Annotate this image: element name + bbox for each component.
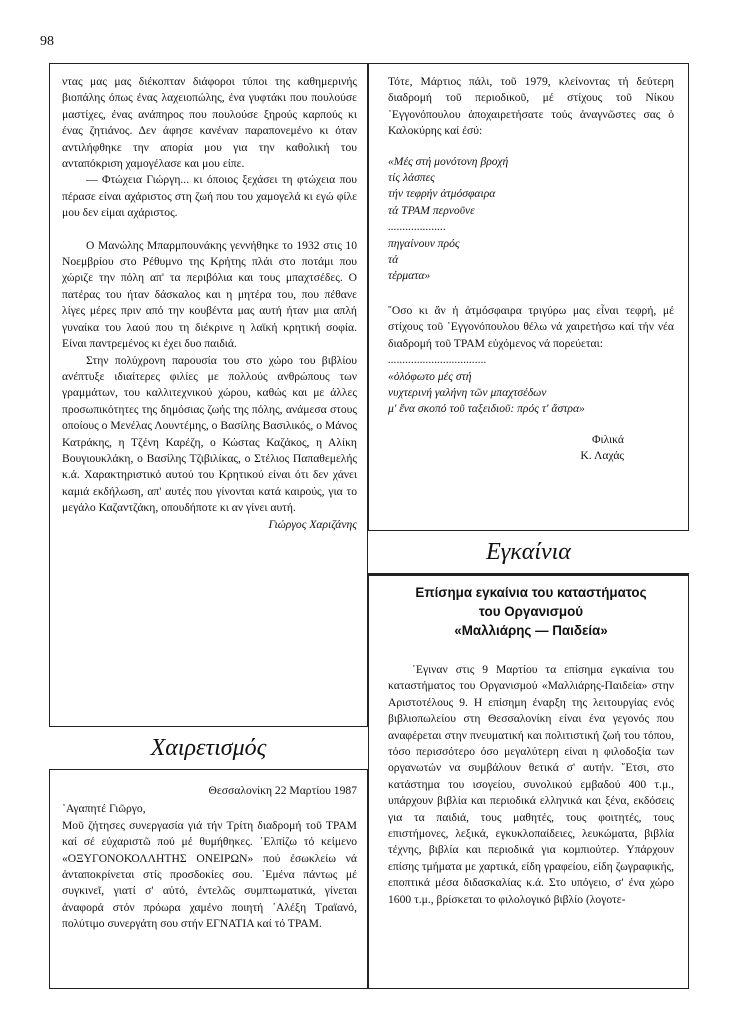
left-article-author: Γιώργος Χαριζάνης: [268, 517, 357, 531]
poem-1-line: τά: [388, 253, 399, 267]
left-article-paragraph-4: Στην πολύχρονη παρουσία του στο χώρο του βιβλίου ανέπτυξε ιδιαίτερες φιλίες με πολλούς ανθρώπους των γραμμάτων, του καλλιτεχνικού χώρου, καθώς και με άλλες προσωπικότητες της δημόσιας ζωής της πόλης, ανάμεσα στους οποίους ο Μενέλας Λουντέμης, ο Βασίλης Βασιλικός, ο Μάνος Κατράκης, η Τζένη Καρέζη, ο Κώστας Καζάκος, η Αλίκη Βουγιουκλάκη, ο Βασίλης Τζιβιλίκας, ο Στέλιος Παπαθεμελής κ.ά. Χαρακτηριστικό αυτού του Κρητικού είναι ότι δεν χάνει καμιά εκδήλωση, απ' αυτές που γίνονται κατά καιρούς, για το μεγάλο Καζαντζάκη, οπουδήποτε κι αν γίνει αυτή.: [62, 353, 357, 515]
spacer: [62, 222, 357, 238]
greeting-body: Μοῦ ζήτησες συνεργασία γιά τήν Τρίτη διαδρομή τοῦ ΤΡΑΜ καί σέ εὐχαριστῶ πού μέ θυμήθηκες. ᾿Ελπίζω τό κείμενο «ΟΞΥΓΟΝΟΚΟΛΛΗΤΗΣ ΟΝΕΙΡΩΝ» πού ἐσωκλείω νά ἀνταποκρίνεται στίς προσδοκίες σου. ᾿Εμένα πάντως μέ συγκινεῖ, γιατί σ' αὐτό, ἐντελῶς συμπτωματικά, γίνεται ἀναφορά στόν πρόωρα χαμένο ποιητή ᾿Αλέξη Τραϊανό, πολύτιμο συνεργάτη σου στήν ΕΓΝΑΤΙΑ καί τό ΤΡΑΜ.: [62, 818, 357, 931]
inauguration-title-line: «Μαλλιάρης — Παιδεία»: [454, 623, 608, 638]
poem-2-line: «ὁλόφωτο μές στή: [388, 369, 472, 383]
left-article-paragraph-1: ντας μας μας διέκοπταν διάφοροι τύποι της καθημερινής βιοπάλης όπως ένας λαχειοπώλης, ένα γυφτάκι που πουλούσε μαστίχες, ένας ανάπηρος που πουλούσε ξηρούς καρπούς κι ένας ζητιάνος. Δεν άφησε κανέναν παραπονεμένο κι όταν αντιλήφθηκε την απορία μου για την καθολική του ανταπόκριση χαμογέλασε και μου είπε.: [62, 75, 357, 171]
poem-1-line: τήν τεφρήν ἀτμόσφαιρα: [388, 187, 496, 201]
section-header-inauguration: Εγκαίνια: [368, 530, 689, 574]
poem-2-line: νυχτερινή γαλήνη τῶν μπαχτσέδων: [388, 385, 547, 399]
poem-1-line: τίς λάσπες: [388, 171, 435, 185]
poem-1-line: ....................: [388, 220, 446, 234]
letter-signature: Κ. Λαχάς: [580, 449, 624, 463]
poem-2-line: ..................................: [388, 353, 487, 367]
inauguration-article: [388, 662, 674, 908]
inauguration-title: [388, 583, 674, 640]
poem-1: [388, 154, 674, 285]
poem-1-line: τά ΤΡΑΜ περνοῦνε: [388, 203, 475, 217]
letter-closing: Φιλικά: [591, 432, 624, 446]
section-header-greetings: Χαιρετισμός: [49, 726, 368, 770]
right-letter-paragraph-2: ῞Οσο κι ἄν ἡ ἀτμόσφαιρα τριγύρω μας εἶναι τεφρή, μέ στίχους τοῦ ᾿Εγγονόπουλου θέλω νά χαιρετήσω καί τήν νέα διαδρομή τοῦ ΤΡΑΜ εὐχόμενος νά πορεύεται:: [388, 303, 674, 350]
page-number: 98: [40, 34, 54, 49]
right-letter-paragraph-1: Τότε, Μάρτιος πάλι, τοῦ 1979, κλείνοντας τή δεύτερη διαδρομή τοῦ περιοδικοῦ, μέ στίχους τοῦ Νίκου ᾿Εγγονόπουλου ἀποχαιρετήσατε τούς ἀναγνῶστες σας ὁ Καλοκύρης καί ἐσύ:: [388, 75, 674, 138]
inauguration-body: ῾Εγιναν στις 9 Μαρτίου τα επίσημα εγκαίνια του καταστήματος του Οργανισμού «Μαλλιάρης-Παιδεία» στην Αριστοτέλους 9. Η επίσημη έναρξη της λειτουργίας ενός βιβλιοπωλείου στη Θεσσαλονίκη είναι ένα γεγονός που αναφέρεται στην πνευματική και πολιτιστική ζωή του τόπου, τόσο περισσότερο όσο μεγαλύτερη είναι η φιλοδοξία των οργανωτών να συμβάλουν θετικά σ' αυτήν. ῞Ετσι, στο κατάστημα του ισογείου, συνολικού εμβαδού 400 τ.μ., υπάρχουν βιβλία και περιοδικά ελληνικά και ξένα, εκδόσεις για τα παιδιά, τους μαθητές, τους φοιτητές, τους επιστήμονες, λεξικά, εγκυκλοπαίδειες, λευκώματα, βιβλία τέχνης, βιβλία και περιοδικά για κομπιούτερ. Υπάρχουν επίσης τμήματα με χαρτικά, είδη γραφείου, είδη ζωγραφικής, εποπτικά μέσα διδασκαλίας κ.ά. Στο υπόγειο, σ' ένα χώρο 1600 τ.μ., βρίσκεται το φιλολογικό βιβλίο (λογοτε-: [388, 663, 674, 906]
inauguration-title-line: Επίσημα εγκαίνια του καταστήματος: [415, 585, 647, 600]
poem-2-line: μ' ἕνα σκοπό τοῦ ταξειδιοῦ: πρός τ' ἄστρα»: [388, 402, 585, 416]
poem-2: [388, 352, 674, 418]
poem-1-line: πηγαίνουν πρός: [388, 236, 460, 250]
greeting-salutation: ᾿Αγαπητέ Γιῶργο,: [62, 802, 146, 816]
greeting-letter: [62, 783, 357, 933]
right-letter: [388, 74, 674, 465]
poem-1-line: «Μές στή μονότονη βροχή: [388, 154, 509, 168]
left-article: [62, 74, 357, 533]
inauguration-title-line: του Οργανισμού: [478, 604, 584, 619]
left-article-paragraph-3: Ο Μανώλης Μπαρμπουνάκης γεννήθηκε το 1932 στις 10 Νοεμβρίου στο Ρέθυμνο της Κρήτης πλάι στο ποτάμι που χώριζε την πόλη απ' τα περιβόλια και τους μπαχτσέδες. Ο πατέρας του ήταν δάσκαλος και η μητέρα του, που πέθανε λίγες μέρες πριν από την κουβέντα μας αυτή ήταν μια απλή γυναίκα του λαού που τη διέκρινε η λαϊκή κρητική σοφία. Είναι παντρεμένος κι έχει δυο παιδιά.: [62, 238, 357, 351]
greeting-date: Θεσσαλονίκη 22 Μαρτίου 1987: [208, 784, 357, 797]
left-article-paragraph-2: — Φτώχεια Γιώργη... κι όποιος ξεχάσει τη φτώχεια που πέρασε είναι αχάριστος στη ζωή που του χαμογελά κι εγώ φίλε μου δεν είμαι αχάριστος.: [62, 173, 357, 220]
poem-1-line: τέρματα»: [388, 269, 431, 283]
